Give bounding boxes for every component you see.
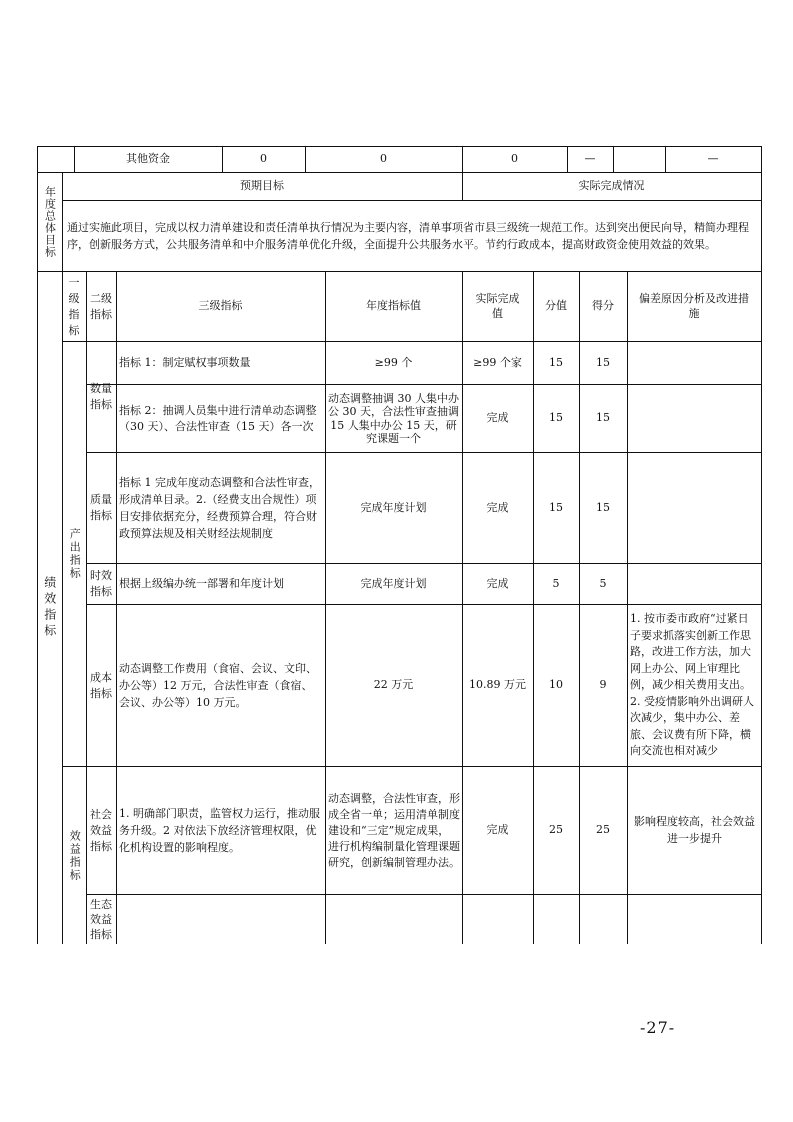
indicator-social-actual: 完成 bbox=[486, 823, 509, 837]
expected-goal-header: 预期目标 bbox=[240, 179, 284, 193]
indicator-q1-name: 指标 1：制定赋权事项数量 bbox=[119, 355, 251, 369]
fund-value-1: 0 bbox=[260, 152, 267, 166]
indicator-q2-actual: 完成 bbox=[486, 411, 509, 425]
indicator-quality-actual: 完成 bbox=[486, 500, 509, 514]
indicator-social-score: 25 bbox=[549, 823, 563, 837]
indicator-social-target: 动态调整，合法性审查，形成全省一单；运用清单制度建设和“三定”规定成果，进行机构编制量化管理课题研究，创新编制管理办法。 bbox=[328, 791, 460, 869]
indicator-quality-got: 15 bbox=[596, 500, 610, 514]
fund-value-2: 0 bbox=[380, 152, 387, 166]
performance-indicator-label: 绩效指标 bbox=[42, 576, 57, 640]
indicator-quality-score: 15 bbox=[549, 500, 563, 514]
indicator-quality-target: 完成年度计划 bbox=[360, 500, 427, 514]
eco-benefit-label: 生态效益指标 bbox=[90, 898, 112, 941]
indicator-q2-score: 15 bbox=[549, 411, 563, 425]
indicator-cost-name: 动态调整工作费用（食宿、会议、文印、办公等）12 万元，合法性审查（食宿、会议、办公等）10 万元。 bbox=[119, 662, 317, 709]
header-deviation: 偏差原因分析及改进措施 bbox=[639, 292, 749, 320]
indicator-cost-deviation: 1. 按市委市政府“过紧日子要求抓落实创新工作思路，改进工作方法，加大网上办公、网上审理比例，减少相关费用支出。2. 受疫情影响外出调研人次减少，集中办公、差旅、会议费有所下降，横向交流也相对减少 bbox=[630, 612, 754, 758]
indicator-time-name: 根据上级编办统一部署和年度计划 bbox=[119, 576, 284, 590]
header-actual-value: 实际完成值 bbox=[475, 292, 520, 320]
social-benefit-label: 社会效益指标 bbox=[90, 807, 112, 853]
indicator-social-got: 25 bbox=[596, 823, 610, 837]
header-score-value: 分值 bbox=[545, 299, 567, 313]
output-indicator-label: 产出指标 bbox=[68, 528, 82, 580]
quality-indicator-label: 质量指标 bbox=[90, 493, 112, 522]
indicator-time-actual: 完成 bbox=[486, 576, 509, 590]
indicator-q2-got: 15 bbox=[596, 411, 610, 425]
timeliness-indicator-label: 时效指标 bbox=[90, 569, 112, 598]
indicator-cost-actual: 10.89 万元 bbox=[469, 678, 526, 692]
fund-source-label: 其他资金 bbox=[126, 152, 170, 166]
indicator-social-name: 1. 明确部门职责，监管权力运行，推动服务升级。2 对依法下放经济管理权限，优化机构设置的影响程度。 bbox=[119, 807, 320, 854]
header-score-got: 得分 bbox=[592, 299, 614, 313]
fund-value-5 bbox=[613, 147, 665, 172]
indicator-q2-target: 动态调整抽调 30 人集中办公 30 天，合法性审查抽调 15 人集中办公 15 天，研究课题一个 bbox=[328, 391, 459, 445]
annual-goal-label: 年度总体目标 bbox=[43, 186, 57, 258]
indicator-time-score: 5 bbox=[552, 576, 560, 590]
indicator-social-deviation: 影响程度较高，社会效益进一步提升 bbox=[634, 815, 755, 845]
indicator-cost-target: 22 万元 bbox=[373, 678, 414, 692]
indicator-time-got: 5 bbox=[599, 576, 607, 590]
indicator-q1-score: 15 bbox=[549, 355, 563, 369]
indicator-q2-name: 指标 2：抽调人员集中进行清单动态调整（30 天）、合法性审查（15 天）各一次 bbox=[119, 403, 317, 433]
header-annual-value: 年度指标值 bbox=[366, 299, 421, 313]
indicator-quality-name: 指标 1 完成年度动态调整和合法性审查，形成清单目录。2.（经费支出合规性）项目安排依据充分，经费预算合理，符合财政预算法规及相关财经法规制度 bbox=[119, 476, 320, 540]
indicator-time-target: 完成年度计划 bbox=[360, 576, 427, 590]
header-level2: 二级指标 bbox=[90, 291, 112, 321]
effect-indicator-label: 效益指标 bbox=[68, 829, 82, 882]
fund-value-4: — bbox=[584, 152, 596, 166]
quantity-indicator-label: 数量指标 bbox=[90, 382, 112, 411]
header-level1: 一级指标 bbox=[68, 275, 80, 337]
indicator-q1-target: ≥99 个 bbox=[374, 355, 413, 369]
page-number: -27- bbox=[640, 1018, 676, 1037]
indicator-q1-actual: ≥99 个家 bbox=[473, 355, 522, 369]
indicator-cost-got: 9 bbox=[599, 678, 607, 692]
actual-status-header: 实际完成情况 bbox=[578, 179, 645, 193]
fund-value-6: — bbox=[707, 152, 719, 166]
cost-indicator-label: 成本指标 bbox=[90, 670, 112, 700]
annual-goal-text: 通过实施此项目，完成以权力清单建设和责任清单执行情况为主要内容，清单事项省市县三级统一规范工作。达到突出便民向导，精简办理程序，创新服务方式，公共服务清单和中介服务清单优化升级，全面提升公共服务水平。节约行政成本，提高财政资金使用效益的效果。 bbox=[67, 221, 749, 251]
fund-value-3: 0 bbox=[511, 152, 518, 166]
header-level3: 三级指标 bbox=[198, 299, 243, 313]
indicator-cost-score: 10 bbox=[549, 678, 563, 692]
indicator-q1-got: 15 bbox=[596, 355, 610, 369]
